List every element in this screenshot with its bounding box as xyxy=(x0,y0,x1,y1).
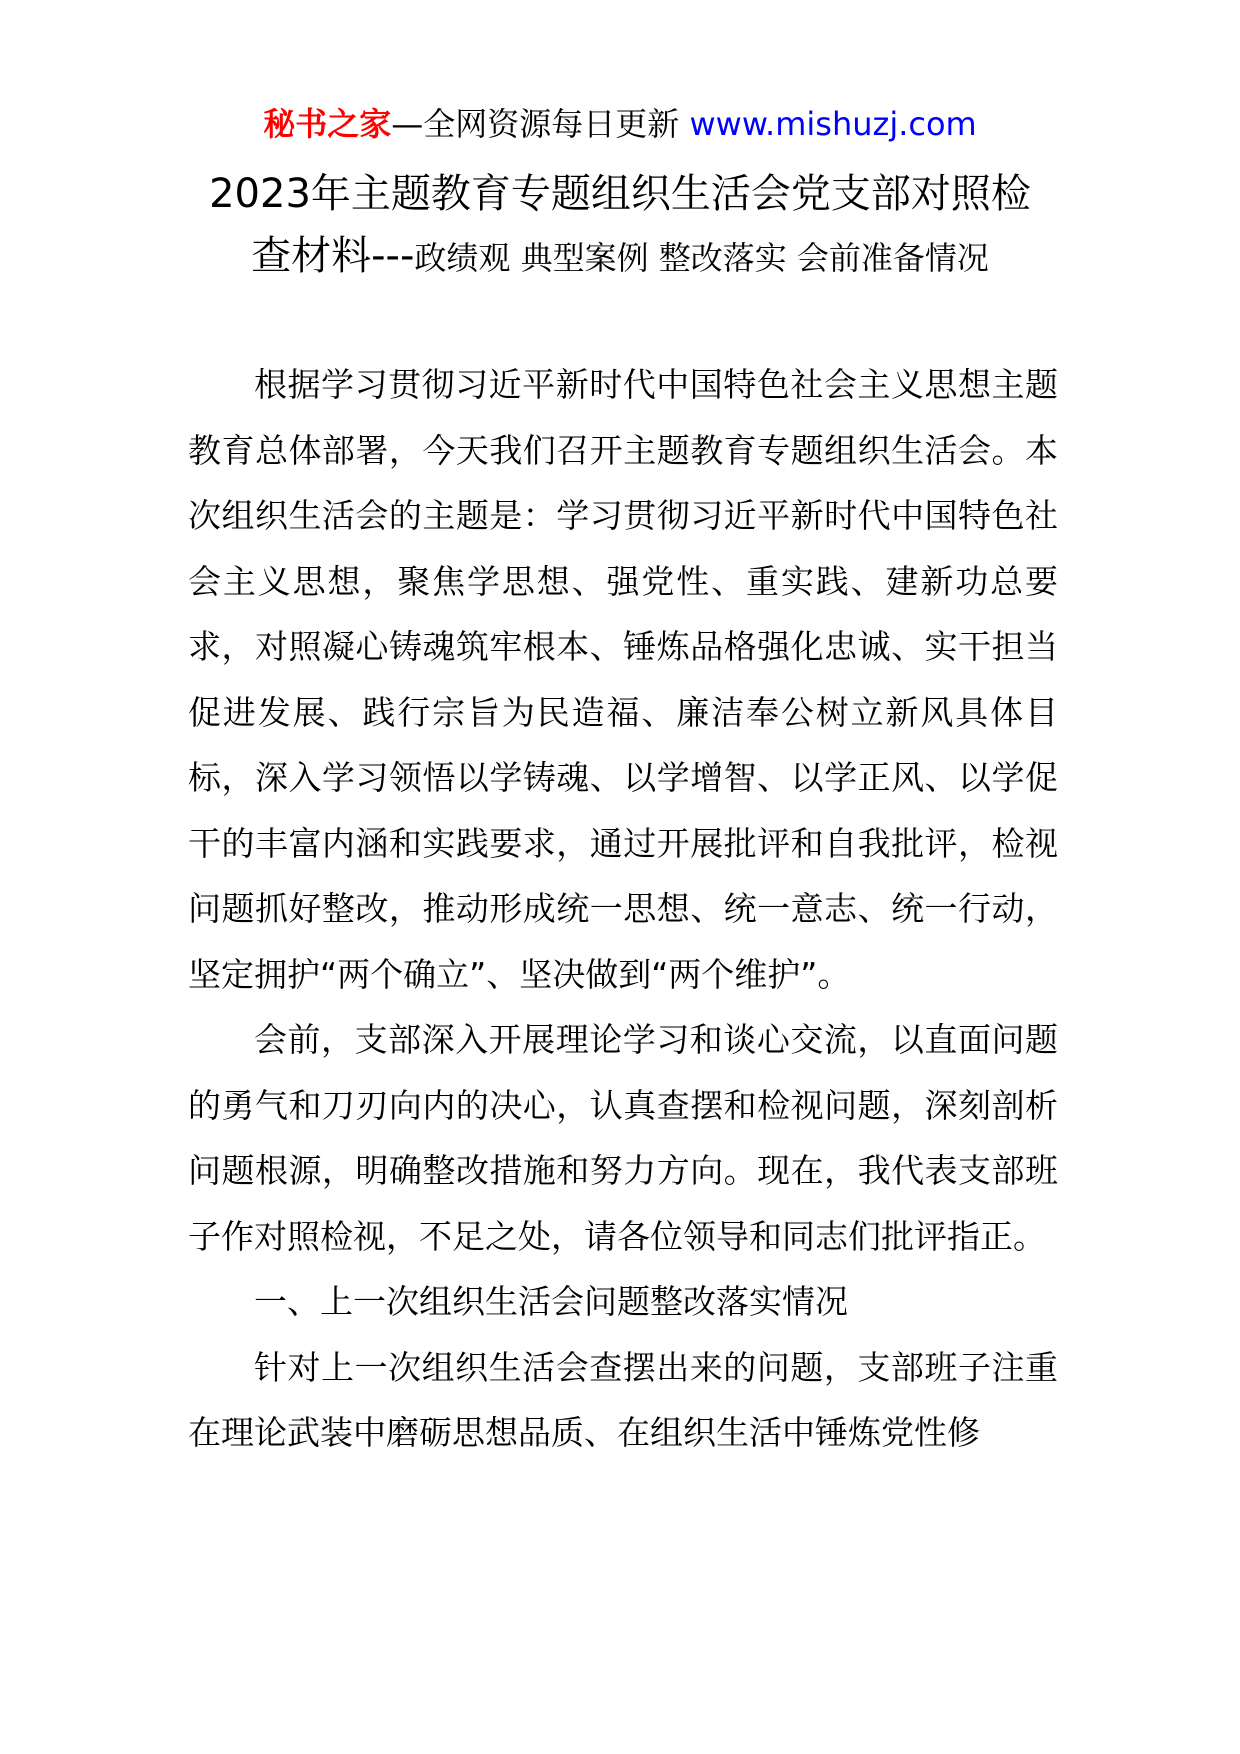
watermark-header xyxy=(0,100,1240,148)
paragraph: 针对上一次组织生活会查摆出来的问题，支部班子注重在理论武装中磨砺思想品质、在组织生活中锤炼党性修 xyxy=(188,1347,1058,1452)
paragraph: 根据学习贯彻习近平新时代中国特色社会主义思想主题教育总体部署，今天我们召开主题教育专题组织生活会。本次组织生活会的主题是：学习贯彻习近平新时代中国特色社会主义思想，聚焦学思想、强党性、重实践、建新功总要求，对照凝心铸魂筑牢根本、锤炼品格强化忠诚、实干担当促进发展、践行宗旨为民造福、廉洁奉公树立新风具体目标，深入学习领悟以学铸魂、以学增智、以学正风、以学促干的丰富内涵和实践要求，通过开展批评和自我批评，检视问题抓好整改，推动形成统一思想、统一意志、统一行动，坚定拥护“两个确立”、坚决做到“两个维护”。 xyxy=(188,365,1058,994)
header-tagline: —全网资源每日更新 xyxy=(391,105,690,143)
section-heading: 一、上一次组织生活会问题整改落实情况 xyxy=(254,1282,848,1321)
title-line-2 xyxy=(60,225,1180,289)
document-body xyxy=(188,352,1058,1466)
title-line-2-main: 查材料--- xyxy=(251,233,415,279)
title-line-2-sub: 政绩观 典型案例 整改落实 会前准备情况 xyxy=(414,239,989,277)
title-line-1: 2023年主题教育专题组织生活会党支部对照检 xyxy=(209,171,1031,217)
document-title xyxy=(60,163,1180,289)
paragraph: 会前，支部深入开展理论学习和谈心交流，以直面问题的勇气和刀刃向内的决心，认真查摆和检视问题，深刻剖析问题根源，明确整改措施和努力方向。现在，我代表支部班子作对照检视，不足之处，请各位领导和同志们批评指正。 xyxy=(188,1020,1058,1256)
site-url-link[interactable]: www.mishuzj.com xyxy=(689,105,977,143)
brand-name: 秘书之家 xyxy=(263,105,392,143)
